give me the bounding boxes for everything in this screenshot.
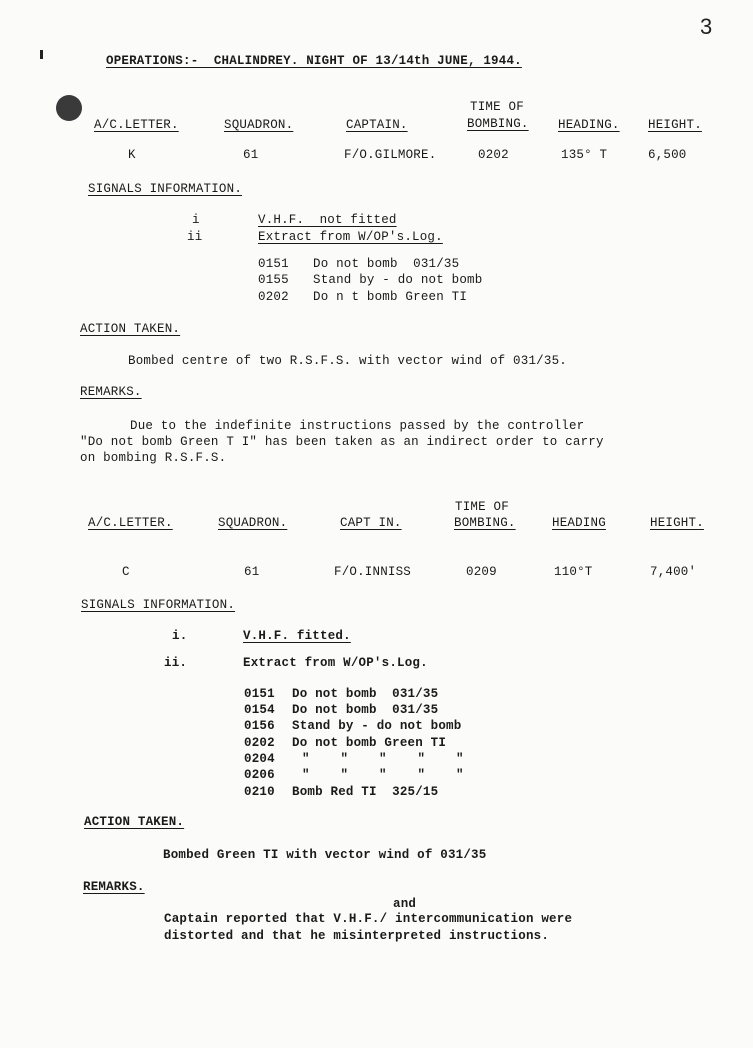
remarks-line-3: on bombing R.S.F.S.	[80, 451, 227, 465]
col-letter-header: A/C.LETTER.	[94, 118, 179, 132]
signals-num-2: ii	[187, 230, 203, 244]
log-time-3: 0202	[258, 290, 289, 304]
remarks-line-2: distorted and that he misinterpreted instructions.	[164, 929, 550, 943]
log-time-6: 0206	[244, 768, 275, 782]
col-height-header: HEIGHT.	[648, 118, 702, 132]
signals-text-1: V.H.F. not fitted	[258, 213, 397, 227]
captain-value: F/O.INNISS	[334, 565, 412, 579]
ink-mark	[40, 50, 43, 59]
captain-value: F/O.GILMORE.	[344, 148, 437, 162]
height-value: 7,400'	[650, 565, 697, 579]
log-time-1: 0151	[244, 687, 275, 701]
log-msg-2: Stand by - do not bomb	[313, 273, 483, 287]
col-letter-header: A/C.LETTER.	[88, 516, 173, 530]
col-time-header-line1: TIME OF	[455, 500, 509, 514]
col-captain-header: CAPTAIN.	[346, 118, 408, 132]
log-msg-3: Stand by - do not bomb	[292, 719, 462, 733]
punch-hole	[56, 95, 82, 121]
log-msg-7: Bomb Red TI 325/15	[292, 785, 439, 799]
height-value: 6,500	[648, 148, 687, 162]
action-heading: ACTION TAKEN.	[80, 322, 181, 336]
log-msg-3: Do n t bomb Green TI	[313, 290, 468, 304]
remarks-heading: REMARKS.	[83, 880, 145, 894]
aircraft-letter: K	[128, 148, 136, 162]
signals-text-1: V.H.F. fitted.	[243, 629, 351, 643]
log-msg-5: " " " " "	[302, 752, 464, 766]
col-heading-header: HEADING.	[558, 118, 620, 132]
signals-num-2: ii.	[164, 656, 188, 670]
action-text: Bombed centre of two R.S.F.S. with vector wind of 031/35.	[128, 354, 567, 368]
heading-value: 135° T	[561, 148, 608, 162]
col-squadron-header: SQUADRON.	[218, 516, 288, 530]
remarks-line-2: "Do not bomb Green T I" has been taken as an indirect order to carry	[80, 435, 604, 449]
col-time-header-line2: BOMBING.	[467, 117, 529, 131]
page-number: 3	[700, 14, 713, 39]
col-time-header-line2: BOMBING.	[454, 516, 516, 530]
page-title: OPERATIONS:- CHALINDREY. NIGHT OF 13/14th JUNE, 1944.	[106, 54, 522, 68]
remarks-line-1: Captain reported that V.H.F./ intercommunication were	[164, 912, 573, 926]
action-text: Bombed Green TI with vector wind of 031/35	[163, 848, 487, 862]
log-msg-4: Do not bomb Green TI	[292, 736, 447, 750]
log-time-2: 0155	[258, 273, 289, 287]
signals-num-1: i.	[172, 629, 188, 643]
log-msg-1: Do not bomb 031/35	[292, 687, 439, 701]
log-msg-6: " " " " "	[302, 768, 464, 782]
time-value: 0202	[478, 148, 509, 162]
action-heading: ACTION TAKEN.	[84, 815, 185, 829]
signals-heading: SIGNALS INFORMATION.	[88, 182, 243, 196]
log-time-3: 0156	[244, 719, 275, 733]
col-captain-header: CAPT IN.	[340, 516, 402, 530]
squadron-value: 61	[243, 148, 259, 162]
col-squadron-header: SQUADRON.	[224, 118, 294, 132]
log-msg-2: Do not bomb 031/35	[292, 703, 439, 717]
aircraft-letter: C	[122, 565, 130, 579]
col-height-header: HEIGHT.	[650, 516, 704, 530]
log-msg-1: Do not bomb 031/35	[313, 257, 460, 271]
squadron-value: 61	[244, 565, 260, 579]
signals-text-2: Extract from W/OP's.Log.	[258, 230, 443, 244]
signals-text-2: Extract from W/OP's.Log.	[243, 656, 428, 670]
log-time-1: 0151	[258, 257, 289, 271]
heading-value: 110°T	[554, 565, 593, 579]
remarks-heading: REMARKS.	[80, 385, 142, 399]
time-value: 0209	[466, 565, 497, 579]
log-time-2: 0154	[244, 703, 275, 717]
remarks-insert: and	[393, 897, 417, 911]
remarks-line-1: Due to the indefinite instructions passed by the controller	[130, 419, 585, 433]
signals-num-1: i	[192, 213, 200, 227]
col-heading-header: HEADING	[552, 516, 606, 530]
log-time-5: 0204	[244, 752, 275, 766]
log-time-4: 0202	[244, 736, 275, 750]
log-time-7: 0210	[244, 785, 275, 799]
col-time-header-line1: TIME OF	[470, 100, 524, 114]
signals-heading: SIGNALS INFORMATION.	[81, 598, 236, 612]
